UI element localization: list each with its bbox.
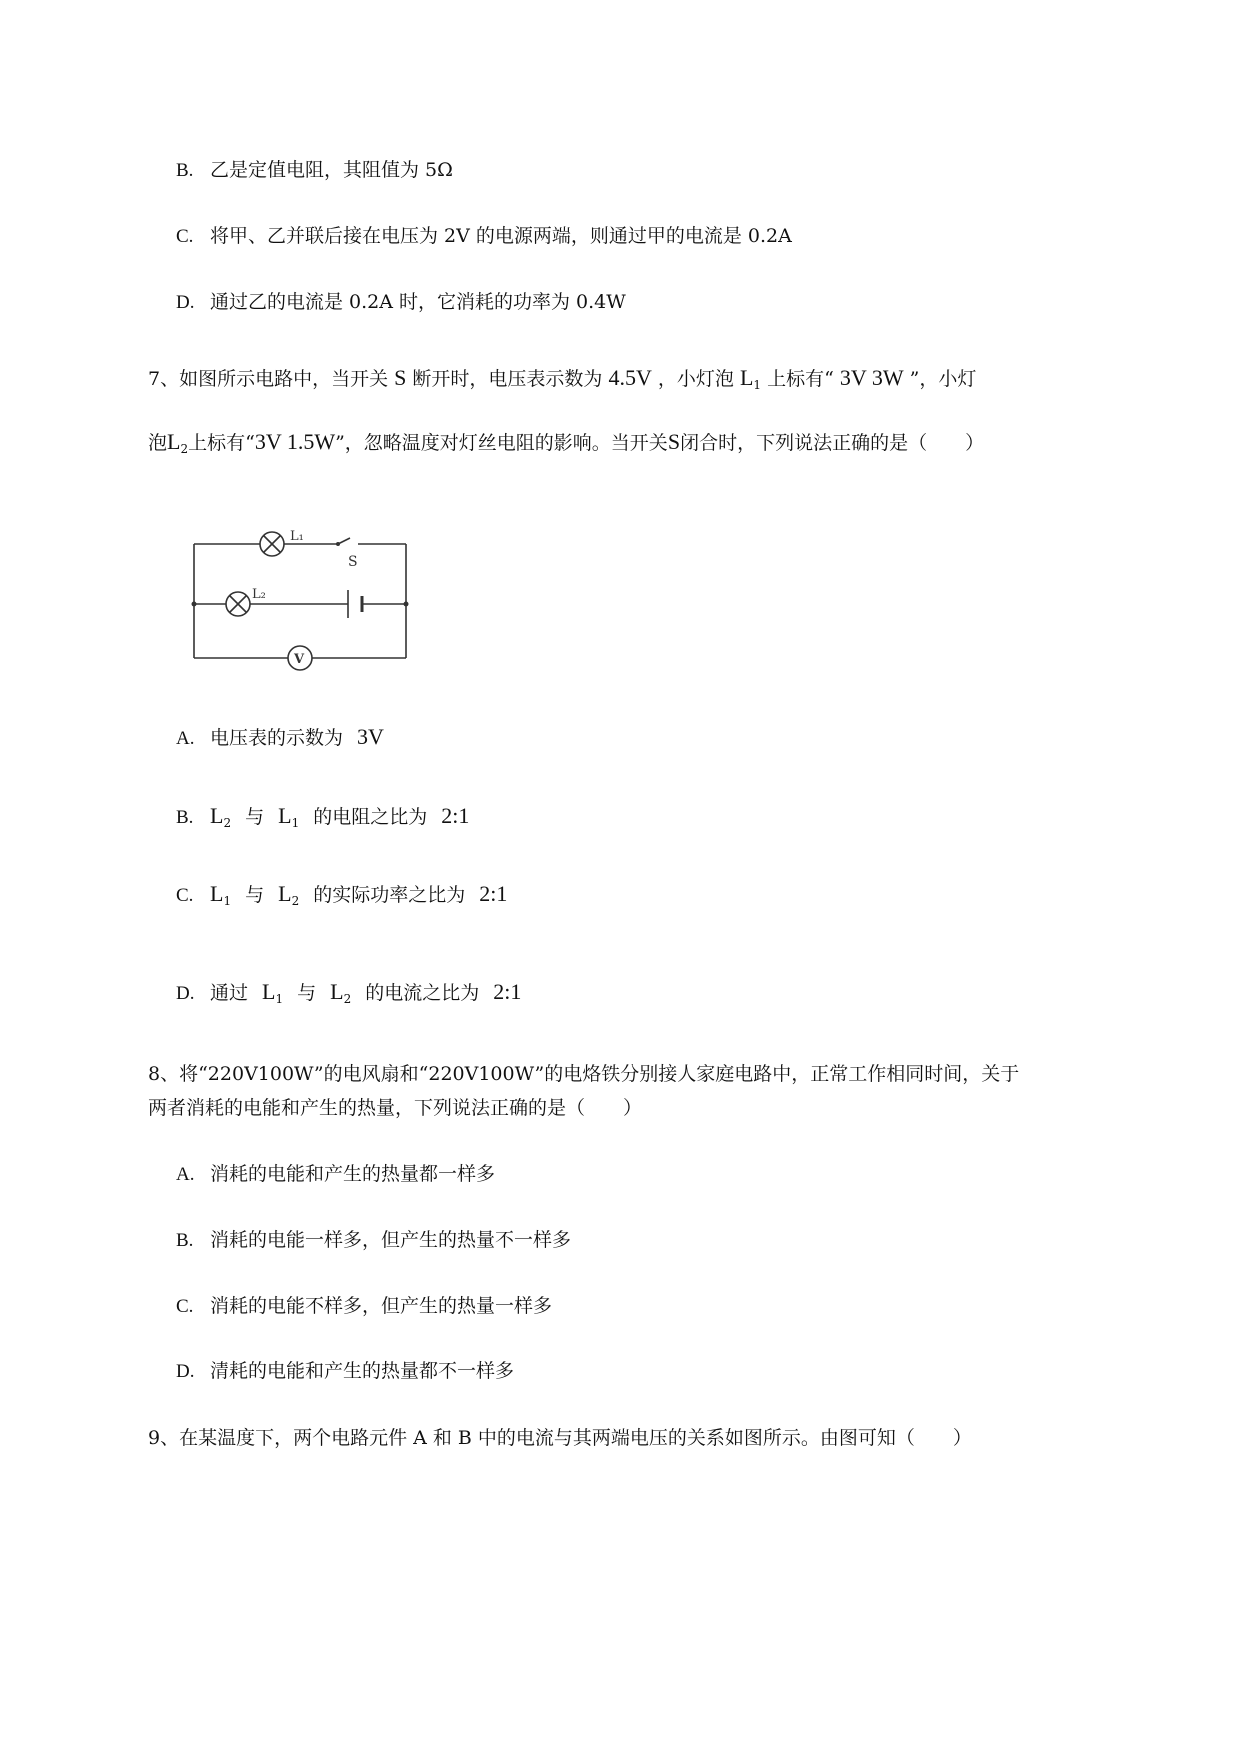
option-label: C. <box>176 885 194 906</box>
option-text: 消耗的电能不样多，但产生的热量一样多 <box>210 1295 553 1317</box>
q9-text: 9、在某温度下，两个电路元件 A 和 B 中的电流与其两端电压的关系如图所示。由图可知（ ） <box>148 1427 972 1449</box>
ratio: 2:1 <box>479 881 508 906</box>
q7-option-a <box>176 723 384 753</box>
option-text: 的电阻之比为 <box>313 806 428 828</box>
voltage-value: 4.5V <box>608 365 652 390</box>
lamp-symbol: L <box>167 429 181 454</box>
label-voltmeter: V <box>294 652 305 667</box>
option-label: A. <box>176 1164 195 1185</box>
battery-symbol <box>348 590 362 618</box>
option-label: D. <box>176 983 195 1004</box>
q8-option-d <box>176 1357 514 1386</box>
lamp-subscript: 1 <box>275 992 284 1006</box>
switch-pivot <box>336 542 340 546</box>
lamp-subscript: 2 <box>343 992 352 1006</box>
q7-text: 闭合时，下列说法正确的是（ ） <box>680 432 985 454</box>
option-text: 消耗的电能一样多，但产生的热量不一样多 <box>210 1229 572 1251</box>
lamp-symbol: L <box>278 881 292 906</box>
ratio: 2:1 <box>493 979 522 1004</box>
lamp-symbol: L <box>262 979 276 1004</box>
option-text: 将甲、乙并联后接在电压为 2V 的电源两端，则通过甲的电流是 0.2A <box>210 225 792 247</box>
lamp-symbol: L <box>739 365 754 390</box>
q7-text: 泡 <box>148 432 168 454</box>
q6-option-d <box>176 288 626 317</box>
q7-stem-line1 <box>148 364 976 393</box>
q7-stem-line2 <box>148 428 984 457</box>
option-label: C. <box>176 226 194 247</box>
lamp-rating: 3V 3W <box>839 365 904 390</box>
option-text: 消耗的电能和产生的热量都一样多 <box>210 1163 496 1185</box>
q8-stem-line2 <box>148 1094 642 1122</box>
junction-dot <box>404 602 409 607</box>
q8-option-b <box>176 1226 571 1255</box>
option-value: 3V <box>357 724 384 749</box>
q8-stem-line1 <box>148 1060 1019 1088</box>
option-pre: 通过 <box>210 982 249 1004</box>
q8-text: 两者消耗的电能和产生的热量，下列说法正确的是（ ） <box>148 1097 643 1119</box>
q7-option-c <box>176 880 507 910</box>
option-text: 的电流之比为 <box>365 982 480 1004</box>
lamp-subscript: 2 <box>291 894 300 908</box>
lamp-symbol: L <box>330 979 344 1004</box>
q7-text: 断开时，电压表示数为 <box>406 368 609 390</box>
option-text: 电压表的示数为 <box>210 727 344 749</box>
lamp-subscript: 1 <box>223 894 232 908</box>
option-label: B. <box>176 160 194 181</box>
conjunction: 与 <box>245 806 265 828</box>
switch-symbol: S <box>394 365 407 390</box>
q6-option-b <box>176 156 453 185</box>
q8-option-a <box>176 1160 495 1189</box>
ratio: 2:1 <box>441 803 470 828</box>
q7-text: ”，忽略温度对灯丝电阻的影响。当开关 <box>335 432 668 454</box>
q8-option-c <box>176 1292 552 1321</box>
switch-symbol: S <box>667 429 681 454</box>
q7-text: 7、如图所示电路中，当开关 <box>148 368 395 390</box>
option-label: B. <box>176 807 194 828</box>
q7-text: ”，小灯 <box>903 368 977 390</box>
option-text: 清耗的电能和产生的热量都不一样多 <box>210 1360 515 1382</box>
label-switch: S <box>348 554 358 570</box>
lamp-symbol: L <box>210 881 224 906</box>
option-label: D. <box>176 1361 195 1382</box>
lamp-l1-symbol <box>260 532 284 556</box>
label-l1: L₁ <box>290 529 304 544</box>
lamp-rating: 3V 1.5W <box>254 429 336 454</box>
q6-option-c <box>176 222 792 251</box>
option-label: D. <box>176 292 195 313</box>
conjunction: 与 <box>245 884 265 906</box>
lamp-subscript: 1 <box>753 378 762 392</box>
option-label: A. <box>176 728 195 749</box>
q7-text: 上标有“ <box>761 368 840 390</box>
q8-text: 8、将“220V100W”的电风扇和“220V100W”的电烙铁分别接人家庭电路中，正常工作相同时间，关于 <box>148 1063 1020 1085</box>
option-label: C. <box>176 1296 194 1317</box>
option-text: 乙是定值电阻，其阻值为 5Ω <box>210 159 453 181</box>
option-text: 通过乙的电流是 0.2A 时，它消耗的功率为 0.4W <box>210 291 626 313</box>
circuit-diagram <box>188 526 424 676</box>
q7-option-d <box>176 978 521 1008</box>
lamp-symbol: L <box>210 803 224 828</box>
q7-text: 上标有“ <box>188 432 255 454</box>
option-text: 的实际功率之比为 <box>313 884 466 906</box>
lamp-subscript: 1 <box>291 816 300 830</box>
lamp-subscript: 2 <box>223 816 232 830</box>
lamp-symbol: L <box>278 803 292 828</box>
label-l2: L₂ <box>252 587 266 602</box>
q9-stem-line1 <box>148 1424 972 1452</box>
junction-dot <box>192 602 197 607</box>
q7-text: ，小灯泡 <box>651 368 740 390</box>
conjunction: 与 <box>297 982 317 1004</box>
lamp-l2-symbol <box>226 592 250 616</box>
option-label: B. <box>176 1230 194 1251</box>
q7-option-b <box>176 802 469 832</box>
lamp-subscript: 2 <box>180 442 189 456</box>
switch-blade <box>338 538 350 544</box>
